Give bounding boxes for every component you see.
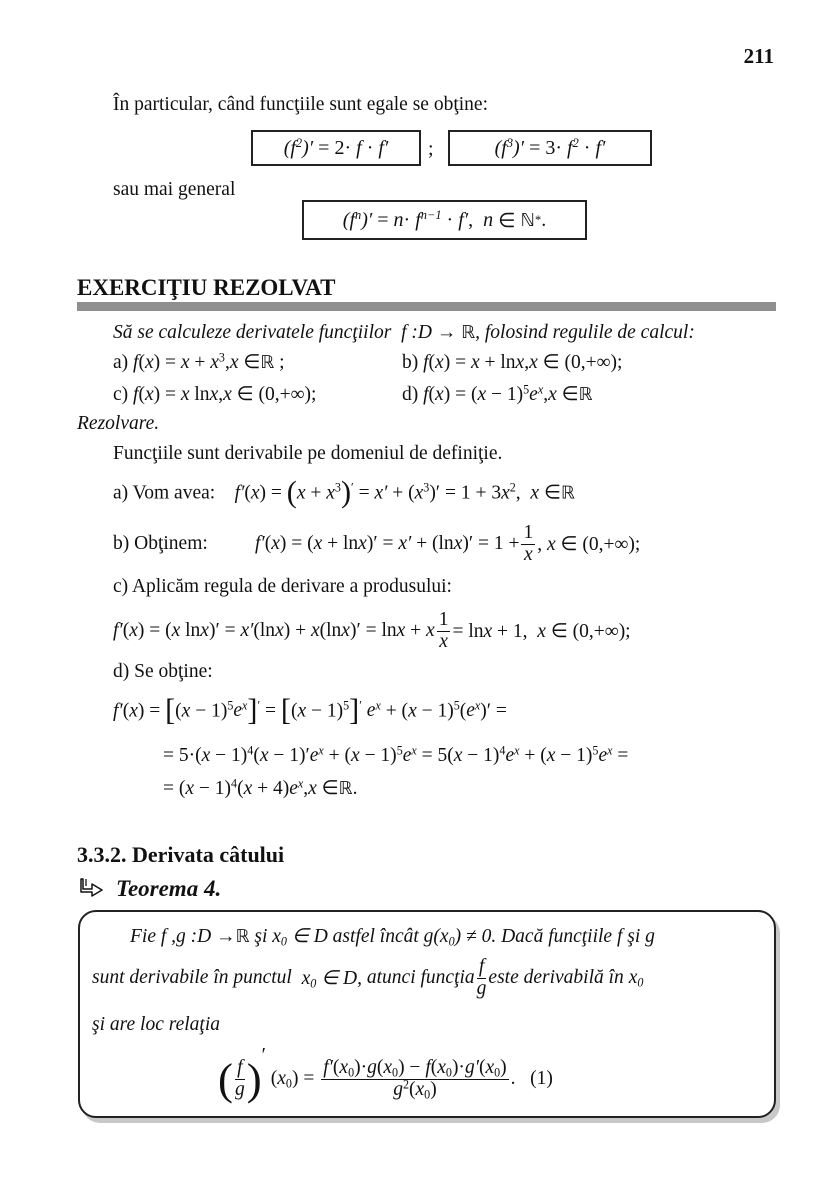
theorem-formula: ( $\frac{f}{g}$ ) ′ $(x_0)$ = $\frac{f'(x_0)\cdot g(x_0) - f(x_0)\cdot g'(x_0)}{g^2(x_0)}$ . (1) xyxy=(218,1045,553,1104)
exercise-item-a: a) $f(x) = x + x^3,x$ ∈ℝ ; xyxy=(113,350,285,373)
hook-arrow-icon xyxy=(80,877,106,901)
theorem-line-1: Fie f ,g :D →ℝ şi $x_0$ ∈ D astfel încât $g(x_0) \ne 0$. Dacă funcţiile f şi g xyxy=(130,926,655,949)
solution-step-d-label: d) Se obţine: xyxy=(113,661,213,682)
solution-step-c-label: c) Aplicăm regula de derivare a produsului: xyxy=(113,576,452,597)
theorem-title: Teorema 4. xyxy=(116,876,222,901)
statement-text: Să se calculeze derivatele funcţiilor xyxy=(113,322,392,343)
solution-step-c: f′(x) = (x lnx)′ = x′(lnx) + x(lnx)′ = lnx + x $\frac{1}{x}$ = lnx + 1, x ∈ (0,+∞); xyxy=(113,609,631,652)
page-number: 211 xyxy=(743,44,774,68)
exercise-heading: EXERCIŢIU REZOLVAT xyxy=(77,275,336,300)
exercise-item-c: c) f(x) = x lnx,x ∈ (0,+∞); xyxy=(113,384,317,405)
solution-label: Rezolvare. xyxy=(77,413,160,434)
intro-general-text: sau mai general xyxy=(113,179,236,200)
formula-separator: ; xyxy=(428,138,434,160)
theorem-line-2: sunt derivabile în punctul $x_0$ ∈ D, atunci funcţia $\frac{f}{g}$ este derivabilă în $x_0$ xyxy=(92,956,644,999)
exercise-statement: Să se calculeze derivatele funcţiilor f :D → ℝ, folosind regulile de calcul: xyxy=(113,322,695,343)
statement-text-end: folosind regulile de calcul: xyxy=(484,322,695,343)
theorem-title-row xyxy=(80,876,221,902)
exercise-item-d: d) $f(x) = (x - 1)^5e^x,x$ ∈ℝ xyxy=(402,382,593,405)
equation-number: (1) xyxy=(530,1068,553,1089)
heading-underline-bar xyxy=(77,302,776,311)
solution-step-d-line2: = $5\cdot(x - 1)^4(x - 1)'e^x + (x - 1)^5e^x = 5(x - 1)^4e^x + (x - 1)^5e^x$ = xyxy=(163,743,629,766)
formula-box-square: $(f^2)'$ = 2· f · f′ xyxy=(251,130,421,166)
theorem-line-3: şi are loc relaţia xyxy=(92,1014,220,1035)
exercise-item-b: b) f(x) = x + lnx,x ∈ (0,+∞); xyxy=(402,352,623,373)
solution-step-d-line1: $f'(x) = [(x - 1)^5e^x]' = [(x - 1)^5]'$ $e^x + (x - 1)^5(e^x)'$ = xyxy=(113,693,507,727)
solution-step-d-line3: = $(x - 1)^4(x + 4)e^x,x$ ∈ℝ. xyxy=(163,776,358,799)
section-heading: 3.3.2. Derivata câtului xyxy=(77,842,285,867)
solution-step-a: a) Vom avea: $f'(x) = (x + x^3)' = x' + (x^3)' = 1 + 3x^2$, x ∈ℝ xyxy=(113,475,575,509)
formula-box-cube: $(f^3)'$ = 3· $f^2$ · f′ xyxy=(448,130,652,166)
formula-box-general: $(f^n)'$ = n · $f^{n-1}$ · f′ , n ∈ ℕ * . xyxy=(302,200,587,240)
solution-step-b: b) Obţinem: f′(x) = (x + lnx)′ = x′ + (lnx)′ = 1 + $\frac{1}{x}$ , x ∈ (0,+∞); xyxy=(113,522,641,565)
step-b-label: b) Obţinem: xyxy=(113,533,208,554)
step-a-label: a) Vom avea: xyxy=(113,482,216,504)
intro-text: În particular, când funcţiile sunt egale se obţine: xyxy=(113,94,488,115)
solution-intro: Funcţiile sunt derivabile pe domeniul de definiţie. xyxy=(113,443,503,464)
